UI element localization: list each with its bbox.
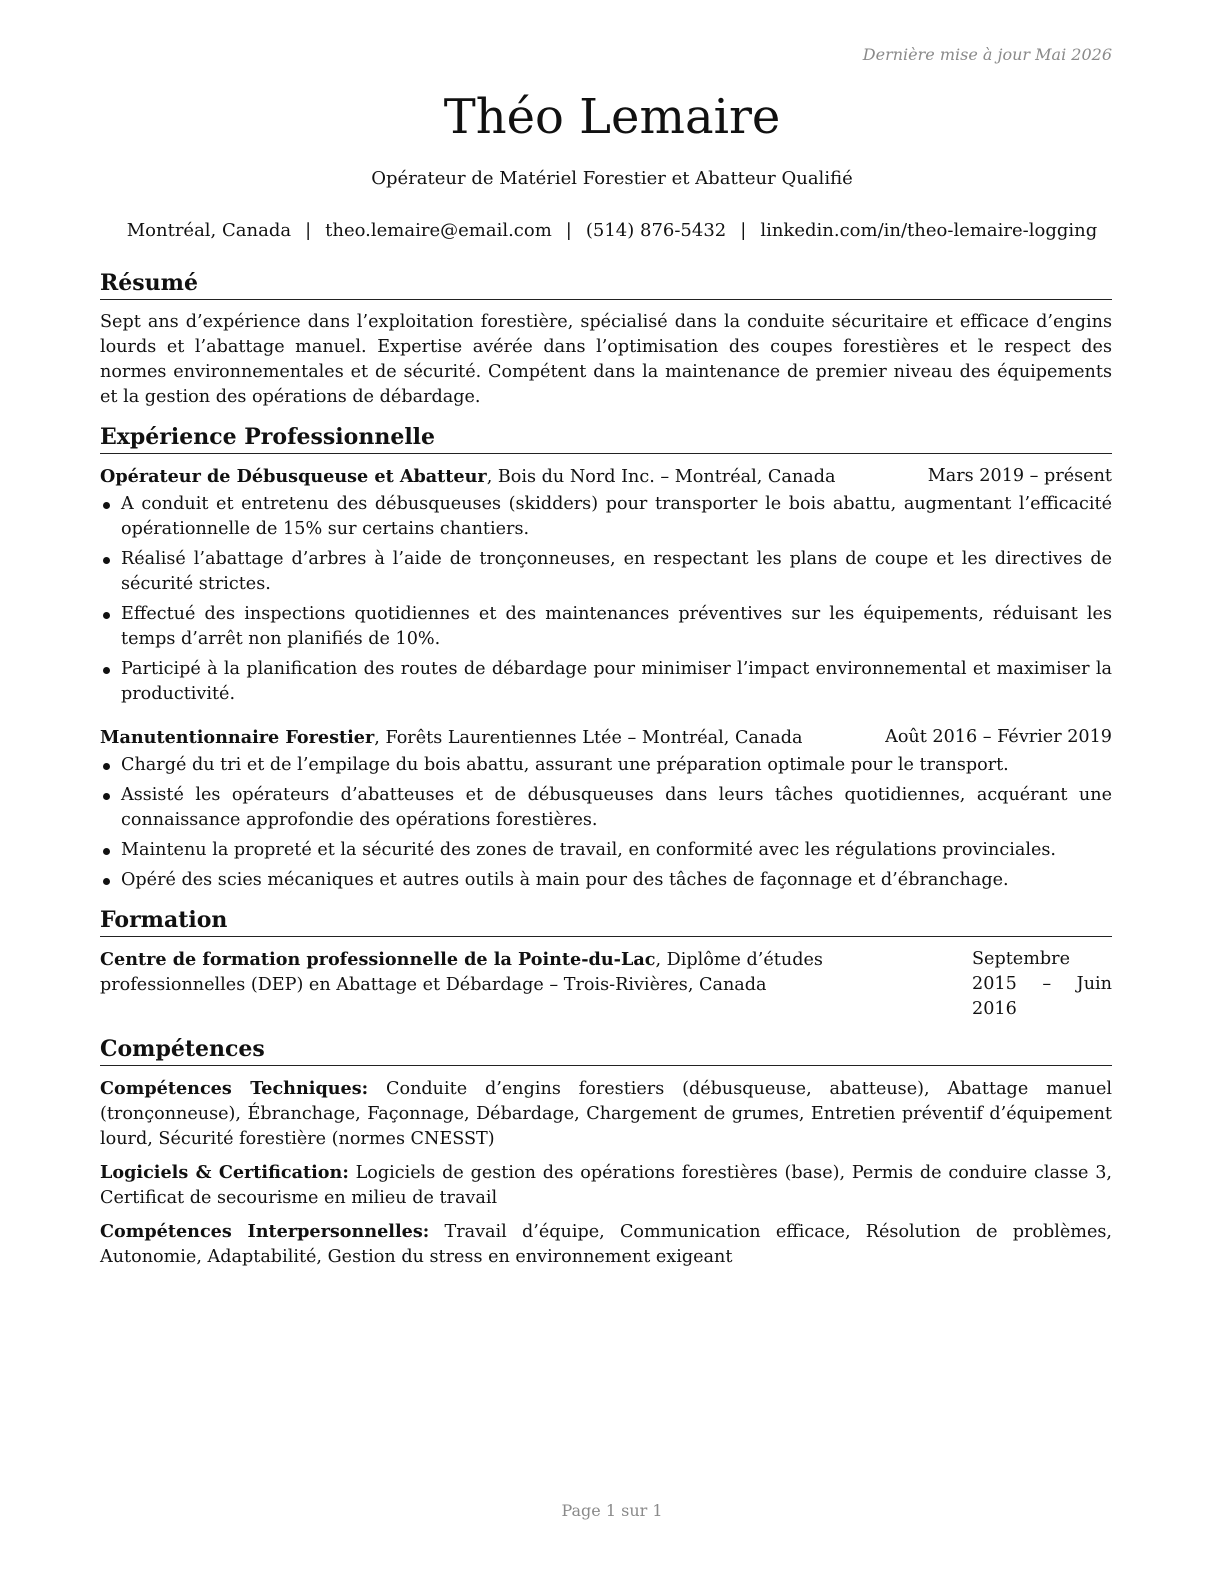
job-bullets bbox=[100, 753, 1112, 893]
job-dates: Août 2016 – Février 2019 bbox=[885, 727, 1112, 747]
job-role-org bbox=[100, 464, 835, 490]
contact-separator: | bbox=[740, 220, 747, 241]
job-header bbox=[100, 464, 1112, 490]
contact-linkedin[interactable]: linkedin.com/in/theo-lemaire-logging bbox=[760, 220, 1098, 241]
list-item: Maintenu la propreté et la sécurité des zones de travail, en conformité avec les régulations provinciales. bbox=[100, 838, 1112, 863]
skill-label: Compétences Techniques: bbox=[100, 1078, 369, 1099]
contact-location: Montréal, Canada bbox=[126, 220, 292, 241]
contact-phone[interactable]: (514) 876-5432 bbox=[585, 220, 727, 241]
summary-section bbox=[100, 268, 1112, 410]
job-org: , Bois du Nord Inc. – Montréal, Canada bbox=[486, 467, 836, 487]
education-detail: , Diplôme d’études professionnelles (DEP) en Abattage et Débardage – Trois-Rivières, Canada bbox=[100, 950, 823, 995]
list-item: Opéré des scies mécaniques et autres outils à main pour des tâches de façonnage et d’ébranchage. bbox=[100, 868, 1112, 893]
list-item: Participé à la planification des routes de débardage pour minimiser l’impact environnemental et maximiser la productivité. bbox=[100, 657, 1112, 707]
contact-email[interactable]: theo.lemaire@email.com bbox=[325, 220, 552, 241]
job-dates: Mars 2019 – présent bbox=[927, 466, 1112, 486]
skills-section bbox=[100, 1034, 1112, 1270]
job-role-org bbox=[100, 725, 803, 751]
section-heading: Expérience Professionnelle bbox=[100, 422, 1112, 454]
summary-text: Sept ans d’expérience dans l’exploitation forestière, spécialisé dans la conduite sécuritaire et efficace d’engins lourds et l’abattage manuel. Expertise avérée dans l’optimisation des coupes forestières et le respect des normes environnementales et de sécurité. Compétent dans la maintenance de premier niveau des équipements et la gestion des opérations de débardage. bbox=[100, 312, 1112, 407]
job-title: Opérateur de Matériel Forestier et Abatteur Qualifié bbox=[371, 168, 853, 189]
job-bullets bbox=[100, 492, 1112, 707]
education-text bbox=[100, 947, 972, 1022]
list-item: Réalisé l’abattage d’arbres à l’aide de tronçonneuses, en respectant les plans de coupe et les directives de sécurité strictes. bbox=[100, 547, 1112, 597]
skill-text: Conduite d’engins forestiers (débusqueuse, abatteuse), Abattage manuel (tronçonneuse), Ébranchage, Façonnage, Débardage, Chargement de grumes, Entretien préventif d’équipement lourd, Sécurité forestière (normes CNESST) bbox=[100, 1079, 1112, 1149]
school-name: Centre de formation professionnelle de la Pointe-du-Lac bbox=[100, 949, 656, 970]
contact-separator: | bbox=[565, 220, 572, 241]
education-section bbox=[100, 905, 1112, 1022]
education-dates: Septembre 2015 – Juin 2016 bbox=[972, 949, 1112, 1019]
section-heading: Résumé bbox=[100, 268, 1112, 300]
section-heading: Compétences bbox=[100, 1034, 1112, 1066]
list-item: Chargé du tri et de l’empilage du bois abattu, assurant une préparation optimale pour le transport. bbox=[100, 753, 1112, 778]
list-item: Assisté les opérateurs d’abatteuses et de débusqueuses dans leurs tâches quotidiennes, acquérant une connaissance approfondie des opérations forestières. bbox=[100, 783, 1112, 833]
job-entry bbox=[100, 464, 1112, 707]
page-number: Page 1 sur 1 bbox=[561, 1501, 663, 1520]
job-org: , Forêts Laurentiennes Ltée – Montréal, Canada bbox=[374, 728, 803, 748]
job-header bbox=[100, 725, 1112, 751]
list-item: A conduit et entretenu des débusqueuses (skidders) pour transporter le bois abattu, augmentant l’efficacité opérationnelle de 15% sur certains chantiers. bbox=[100, 492, 1112, 542]
contact-separator: | bbox=[305, 220, 312, 241]
candidate-name: Théo Lemaire bbox=[443, 89, 781, 145]
last-updated: Dernière mise à jour Mai 2026 bbox=[862, 45, 1112, 64]
skill-group bbox=[100, 1160, 1112, 1211]
list-item: Effectué des inspections quotidiennes et des maintenances préventives sur les équipements, réduisant les temps d’arrêt non planifiés de 10%. bbox=[100, 602, 1112, 652]
section-heading: Formation bbox=[100, 905, 1112, 937]
skill-label: Compétences Interpersonnelles: bbox=[100, 1221, 430, 1242]
job-entry bbox=[100, 725, 1112, 893]
skill-text: Travail d’équipe, Communication efficace, Résolution de problèmes, Autonomie, Adaptabilité, Gestion du stress en environnement exigeant bbox=[100, 1222, 1112, 1267]
resume-body bbox=[100, 268, 1112, 1282]
skill-group bbox=[100, 1219, 1112, 1270]
job-role: Opérateur de Débusqueuse et Abatteur bbox=[100, 466, 487, 487]
education-entry bbox=[100, 947, 1112, 1022]
skill-text: Logiciels de gestion des opérations forestières (base), Permis de conduire classe 3, Certificat de secourisme en milieu de travail bbox=[100, 1163, 1112, 1208]
contact-line bbox=[0, 219, 1224, 243]
skill-label: Logiciels & Certification: bbox=[100, 1162, 349, 1183]
skill-group bbox=[100, 1076, 1112, 1152]
experience-section bbox=[100, 422, 1112, 893]
job-role: Manutentionnaire Forestier bbox=[100, 727, 375, 748]
